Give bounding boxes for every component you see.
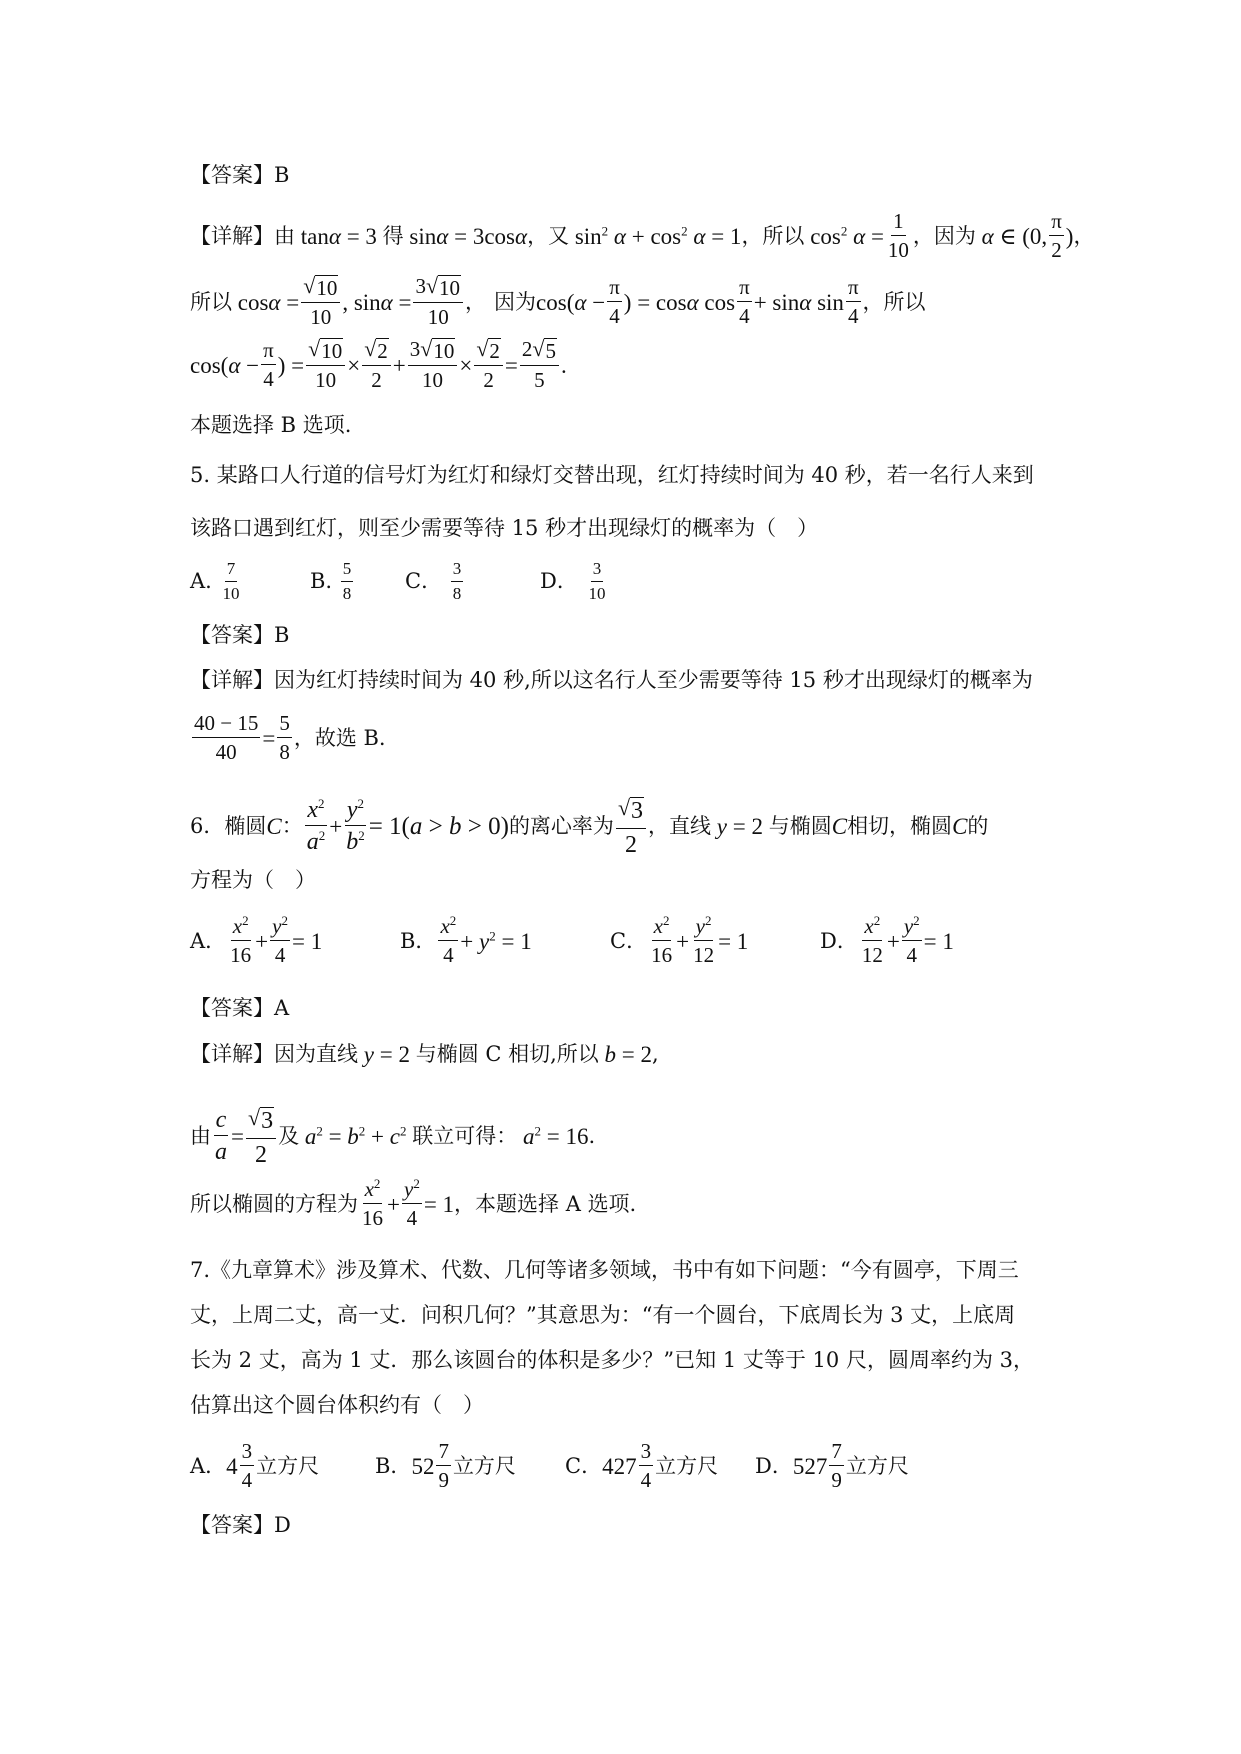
text: 由: [274, 223, 295, 248]
text: ，因为: [912, 223, 976, 248]
q5-option-c: [405, 560, 540, 603]
math-line: y = 2: [716, 813, 769, 839]
q6-option-b: [400, 915, 610, 967]
math-eq: =: [262, 725, 276, 751]
text: ，: [465, 289, 487, 314]
fraction: $\frac{y^2}{b^2}$: [346, 796, 365, 856]
numerator: 7: [829, 1440, 844, 1466]
math-times: ×: [347, 352, 361, 378]
text: 与椭圆 C 相切,所以: [415, 1042, 599, 1066]
unit: 立方尺: [452, 1453, 516, 1478]
text: ，所以: [741, 223, 805, 248]
math-cos-diff: cos(α −: [190, 352, 260, 378]
math-eq: ) =: [277, 352, 305, 378]
text: 得: [382, 223, 404, 248]
colon: ：: [281, 813, 303, 838]
math-plus: +: [255, 928, 269, 954]
text: ，故选 B.: [293, 725, 386, 750]
whole-part: 527: [792, 1453, 828, 1479]
q6-detail-line2: [190, 1105, 595, 1168]
fraction: [829, 1440, 844, 1492]
denominator: 9: [831, 1468, 842, 1493]
math-b: b = 2: [604, 1042, 653, 1067]
q5-option-d: [540, 560, 610, 603]
math-plus: +: [676, 928, 690, 954]
q5-detail-line2: [190, 712, 386, 764]
q7-stem-line4: 估算出这个圆台体积约有（ ）: [190, 1393, 484, 1417]
fraction: √ 3 2: [616, 795, 646, 858]
text: 的离心率为: [508, 813, 614, 838]
q6-detail-line3: [190, 1178, 636, 1230]
text: ,: [652, 1042, 659, 1066]
equation-rhs: = 1: [291, 928, 323, 954]
fraction: $\frac{x^2}{12}$: [861, 913, 883, 968]
q7-stem-line2: 丈，上周二丈，高一丈．问积几何？”其意思为：“有一个圆台，下底周长为 3 丈，上底周: [190, 1303, 1016, 1327]
math-times: ×: [459, 352, 473, 378]
fraction: $\frac{\pi}{4}$: [847, 275, 859, 329]
math-plus: +: [886, 928, 900, 954]
math-eq: =: [504, 352, 518, 378]
math-a2: $a^2 = 16$: [523, 1123, 589, 1149]
fraction: $\frac{c}{a}$: [215, 1107, 227, 1166]
fraction: $\frac{\pi}{4}$: [263, 338, 274, 392]
q5-stem-line1: 5. 某路口人行道的信号灯为红灯和绿灯交替出现，红灯持续时间为 40 秒，若一名行人来到: [190, 463, 1034, 487]
numerator: 7: [225, 560, 238, 582]
math-condition: = 1(a > b > 0): [368, 812, 509, 840]
q5-options: [190, 560, 610, 603]
equation-rhs: = 1: [718, 928, 749, 954]
q7-stem-line3: 长为 2 丈，高为 1 丈．那么该圆台的体积是多少？”已知 1 丈等于 10 尺，圆周率约为 3，: [190, 1348, 1034, 1372]
math-interval: α ∈ (0,: [981, 223, 1048, 249]
text: 与椭圆: [768, 813, 832, 838]
math-tan: tanα = 3: [295, 223, 383, 249]
denominator: 8: [452, 583, 462, 603]
fraction: 3 √ 10 10: [413, 275, 463, 329]
option-label: B．: [375, 1453, 412, 1478]
fraction: $\frac{y^2}{12}$: [693, 913, 715, 968]
text: ，所以: [862, 289, 926, 314]
math-plus: +: [387, 1191, 400, 1217]
q6-option-c: [610, 915, 820, 967]
math-expand: ) = cosα cos: [623, 289, 736, 315]
text: 因为: [494, 289, 537, 314]
whole-part: 4: [226, 1453, 238, 1479]
q7-answer: 【答案】D: [190, 1513, 291, 1537]
denominator: 8: [342, 583, 352, 603]
q6-stem-line2: 方程为（ ）: [190, 868, 316, 892]
math-line: y = 2: [363, 1042, 416, 1067]
numerator: 3: [240, 1440, 255, 1466]
q7-option-a: [190, 1440, 375, 1492]
text: 及: [278, 1123, 300, 1148]
denominator: 9: [438, 1468, 449, 1493]
text: ，: [1073, 223, 1095, 248]
math-identity: $\sin^2 \alpha + \cos^2 \alpha = 1$: [569, 222, 742, 249]
q6-option-d: [820, 915, 954, 967]
numerator: 40 − 15: [192, 712, 260, 738]
fraction: [221, 560, 242, 603]
text: 【详解】因为直线: [190, 1042, 358, 1066]
math-paren: ): [1065, 223, 1074, 249]
math-eq: =: [231, 1123, 244, 1149]
q6-stem-line1: [190, 795, 988, 858]
whole-part: 427: [602, 1453, 637, 1479]
math-period: .: [560, 352, 567, 378]
fraction: [436, 1440, 451, 1492]
q7-options: [190, 1440, 909, 1492]
fraction: $\frac{y^2}{4}$: [403, 1176, 420, 1231]
math-plus-y2: + $y^2$: [460, 927, 496, 954]
q6-detail-line1: [190, 1043, 659, 1066]
fraction: 3 √ 10 10: [408, 338, 458, 392]
denominator: 4: [640, 1468, 652, 1493]
fraction: √ 2 2: [474, 338, 503, 392]
fraction: $\frac{y^2}{4}$: [903, 913, 920, 968]
text: ，本题选择 A 选项.: [454, 1191, 637, 1216]
fraction: [277, 712, 292, 764]
math-plus-sin: + sinα sin: [753, 289, 844, 315]
q4-detail-line3: [190, 338, 567, 392]
q4-answer: 【答案】B: [190, 163, 290, 187]
q6-answer: 【答案】A: [190, 996, 290, 1020]
math-plus: +: [329, 813, 343, 839]
text: ，又: [527, 223, 570, 248]
q6-options: [190, 915, 954, 967]
equation-rhs: = 1: [501, 928, 532, 954]
text: .: [588, 1123, 596, 1148]
q5-option-b: [310, 560, 405, 603]
fraction: $\frac{\pi}{4}$: [739, 275, 750, 329]
numerator: 5: [277, 712, 292, 738]
option-label: A．: [190, 928, 227, 953]
fraction: √ 10 10: [301, 275, 340, 329]
fraction: $\frac{y^2}{4}$: [272, 913, 288, 968]
math-sin: sinα = 3cosα: [403, 223, 528, 249]
math-cos-diff: cos(α −: [536, 289, 606, 315]
option-label: D．: [540, 569, 578, 594]
q4-detail-line1: [190, 210, 1094, 262]
denominator: 10: [222, 583, 240, 603]
fraction: [639, 1440, 654, 1492]
option-label: D．: [820, 928, 858, 953]
text: 6．椭圆: [190, 813, 267, 838]
fraction: $\frac{x^2}{a^2}$: [306, 796, 326, 856]
q4-detail-line2: [190, 275, 926, 329]
denominator: 4: [241, 1468, 253, 1493]
fraction: √ 2 2: [362, 338, 391, 392]
fraction: 2 √ 5 5: [520, 338, 559, 392]
denominator: 10: [588, 583, 606, 603]
text: 由: [190, 1123, 211, 1148]
option-label: B．: [400, 928, 437, 953]
q7-option-c: [565, 1440, 755, 1492]
q5-detail-line1: 【详解】因为红灯持续时间为 40 秒,所以这名行人至少需要等待 15 秒才出现绿灯的概率为: [190, 668, 1033, 692]
detail-label: 【详解】: [190, 223, 274, 248]
text: 的: [967, 813, 989, 838]
option-label: C．: [565, 1453, 603, 1478]
q5-option-a: [190, 560, 310, 603]
fraction: $\frac{\pi}{2}$: [1051, 209, 1062, 263]
option-label: A.: [190, 569, 212, 594]
q5-answer: 【答案】B: [190, 623, 290, 647]
option-label: A．: [190, 1453, 227, 1478]
unit: 立方尺: [655, 1453, 719, 1478]
math-cos2: $\cos^2 \alpha$ =: [804, 222, 884, 249]
math-relation: $a^2 = b^2 + c^2$: [304, 1123, 407, 1149]
math-eq-one: = 1: [423, 1191, 455, 1217]
fraction: [587, 560, 608, 603]
denominator: 40: [215, 740, 237, 765]
q5-stem-line2: 该路口遇到红灯，则至少需要等待 15 秒才出现绿灯的概率为（ ）: [190, 516, 819, 540]
unit: 立方尺: [845, 1453, 909, 1478]
fraction: $\frac{1}{10}$: [887, 209, 909, 263]
numerator: 7: [436, 1440, 451, 1466]
option-label: C．: [610, 928, 648, 953]
whole-part: 52: [411, 1453, 435, 1479]
fraction: [341, 560, 354, 603]
unit: 立方尺: [256, 1453, 320, 1478]
math-sin: , sinα =: [342, 289, 412, 315]
q6-option-a: [190, 915, 400, 967]
fraction: [240, 1440, 255, 1492]
q7-stem-line1: 7.《九章算术》涉及算术、代数、几何等诸多领域，书中有如下问题：“今有圆亭，下周三: [190, 1258, 1019, 1282]
ellipse-name: C: [266, 813, 282, 839]
ellipse-name: C: [831, 813, 848, 839]
text: 相切，椭圆: [847, 813, 953, 838]
fraction: [451, 560, 464, 603]
fraction: $\frac{x^2}{16}$: [651, 913, 673, 968]
q7-option-d: [755, 1440, 909, 1492]
text: 所以: [190, 289, 232, 314]
fraction: $\frac{x^2}{4}$: [440, 913, 457, 968]
option-label: B.: [310, 569, 333, 594]
option-label: D．: [755, 1453, 793, 1478]
text: 联立可得：: [412, 1123, 518, 1148]
fraction: [192, 712, 260, 764]
option-label: C．: [405, 569, 443, 594]
math-plus: +: [392, 352, 406, 378]
q4-conclusion: 本题选择 B 选项.: [190, 413, 352, 437]
fraction: √ 10 10: [306, 338, 345, 392]
fraction: $\frac{x^2}{16}$: [230, 913, 252, 968]
numerator: 5: [341, 560, 354, 582]
denominator: 8: [279, 740, 290, 765]
text: ，直线: [648, 813, 712, 838]
ellipse-name: C: [952, 813, 968, 839]
fraction: √ 3 2: [246, 1105, 276, 1168]
fraction: $\frac{\pi}{4}$: [609, 275, 620, 329]
equation-rhs: = 1: [923, 928, 954, 954]
numerator: 3: [451, 560, 464, 582]
math-cos: cosα =: [232, 289, 300, 315]
fraction: $\frac{x^2}{16}$: [362, 1176, 383, 1231]
numerator: 3: [639, 1440, 654, 1466]
text: 所以椭圆的方程为: [190, 1191, 358, 1216]
q7-option-b: [375, 1440, 565, 1492]
numerator: 3: [591, 560, 604, 582]
